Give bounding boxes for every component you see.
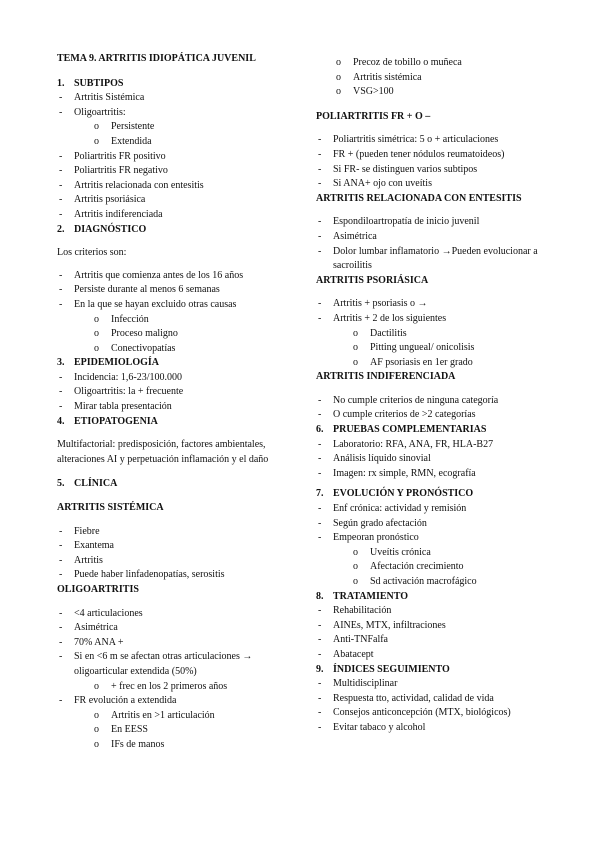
entesitis-list: [316, 215, 578, 273]
list-item: - AINEs, MTX, infiltraciones: [316, 619, 578, 634]
list-item: - Poliartritis FR negativo: [57, 164, 297, 179]
sub-list-item: o VSG>100: [316, 85, 578, 100]
list-item: - FR + (pueden tener nódulos reumatoideos): [316, 148, 578, 163]
list-item: - Si ANA+ ojo con uveítis: [316, 177, 578, 192]
artritis-sistemica-heading: ARTRITIS SISTÉMICA: [57, 502, 164, 514]
section-8-list: [316, 604, 578, 662]
list-item: - Puede haber linfadenopatías, serositis: [57, 568, 297, 583]
list-item: - Artritis + psoriasis o →: [316, 297, 578, 312]
artritis-sistemica-list: [57, 525, 297, 583]
list-item: - Si FR- se distinguen varios subtipos: [316, 163, 578, 178]
list-item: - Fiebre: [57, 525, 297, 540]
list-item: - Artritis + 2 de los siguientes o Dactilitis o Pitting ungueal/ onicolisis o AF psoriasis en 1er grado: [316, 312, 578, 370]
list-item: - Anti-TNFalfa: [316, 633, 578, 648]
entesitis-heading: ARTRITIS RELACIONADA CON ENTESITIS: [316, 192, 522, 204]
sub-list-item: o Pitting ungueal/ onicolisis: [333, 341, 578, 356]
indiferenciada-heading: ARTRITIS INDIFERENCIADA: [316, 371, 456, 383]
section-8-heading: 8. TRATAMIENTO: [316, 590, 409, 602]
section-2-intro: Los criterios son:: [57, 247, 127, 259]
sub-list-item: o Extendida: [74, 135, 297, 150]
list-item: - FR evolución a extendida o Artritis en >1 articulación o En EESS o IFs de manos: [57, 694, 297, 752]
list-item: - Dolor lumbar inflamatorio →Pueden evolucionar a sacroilitis: [316, 245, 578, 274]
section-1-heading: 1. SUBTIPOS: [57, 77, 124, 89]
list-item: - Exantema: [57, 539, 297, 554]
oligoartritis-continued-list: [316, 56, 578, 100]
poliartritis-heading: POLIARTRITIS FR + O –: [316, 110, 431, 122]
section-3-heading: 3. EPIDEMIOLOGÍA: [57, 357, 160, 369]
list-item: - Persiste durante al menos 6 semanas: [57, 283, 297, 298]
list-item: - Artritis que comienza antes de los 16 años: [57, 269, 297, 284]
sub-list-item: o Conectivopatías: [74, 342, 297, 357]
list-item: - Enf crónica: actividad y remisión: [316, 502, 578, 517]
sub-list-item: o Uveítis crónica: [333, 546, 578, 561]
poliartritis-list: [316, 133, 578, 191]
section-3-list: [57, 371, 297, 415]
list-item: - Oligoartritis: o Persistente o Extendida: [57, 106, 297, 150]
list-item: - Oligoartritis: la + frecuente: [57, 385, 297, 400]
section-6-list: [316, 438, 578, 482]
list-item: - Artritis indiferenciada: [57, 208, 297, 223]
sub-list-item: o Sd activación macrofágico: [333, 575, 578, 590]
section-9-list: [316, 677, 578, 735]
section-9-heading: 9. ÍNDICES SEGUIMIENTO: [316, 663, 450, 675]
section-4-heading: 4. ETIOPATOGENIA: [57, 415, 158, 427]
section-7-heading: 7. EVOLUCIÓN Y PRONÓSTICO: [316, 488, 474, 500]
sub-list-item: o Artritis sistémica: [316, 71, 578, 86]
document-title: TEMA 9. ARTRITIS IDIOPÁTICA JUVENIL: [57, 53, 256, 64]
list-item: - Incidencia: 1,6-23/100.000: [57, 371, 297, 386]
psoriasica-list: [316, 297, 578, 370]
list-item: - Artritis relacionada con entesitis: [57, 179, 297, 194]
list-item: - Según grado afectación: [316, 517, 578, 532]
list-item: - Multidisciplinar: [316, 677, 578, 692]
sub-list-item: o Proceso maligno: [74, 327, 297, 342]
section-5-heading: 5. CLÍNICA: [57, 478, 118, 490]
list-item: - Espondiloartropatía de inicio juvenil: [316, 215, 578, 230]
sub-list-item: o AF psoriasis en 1er grado: [333, 356, 578, 371]
list-item: - Análisis líquido sinovial: [316, 452, 578, 467]
sub-list-item: o En EESS: [74, 723, 297, 738]
list-item: - Si en <6 m se afectan otras articulaciones → oligoarticular extendida (50%) o + frec en los 2 primeros años: [57, 650, 297, 694]
right-column: [316, 56, 578, 736]
list-item: - Poliartritis FR positivo: [57, 150, 297, 165]
list-item: - Mirar tabla presentación: [57, 400, 297, 415]
sub-list-item: o + frec en los 2 primeros años: [74, 680, 297, 695]
list-item: - Asimétrica: [316, 230, 578, 245]
section-2-heading: 2. DIAGNÓSTICO: [57, 223, 147, 235]
list-item: - Asimétrica: [57, 621, 297, 636]
oligoartritis-heading: OLIGOARTRITIS: [57, 584, 139, 595]
oligoartritis-list: [57, 607, 297, 753]
section-2-list: [57, 269, 297, 357]
sub-list-item: o Precoz de tobillo o muñeca: [316, 56, 578, 71]
sub-list-item: o Dactilitis: [333, 327, 578, 342]
sub-list-item: o Afectación crecimiento: [333, 560, 578, 575]
list-item: - Laboratorio: RFA, ANA, FR, HLA-B27: [316, 438, 578, 453]
sub-list-item: o Persistente: [74, 120, 297, 135]
sub-list-item: o IFs de manos: [74, 738, 297, 753]
sub-list-item: o Artritis en >1 articulación: [74, 709, 297, 724]
list-item: - Artritis Sistémica: [57, 91, 297, 106]
list-item: - O cumple criterios de >2 categorías: [316, 408, 578, 423]
list-item: - Rehabilitación: [316, 604, 578, 619]
section-1-list: [57, 91, 297, 222]
list-item: - Artritis: [57, 554, 297, 569]
indiferenciada-list: [316, 394, 578, 423]
psoriasica-heading: ARTRITIS PSORIÁSICA: [316, 274, 429, 286]
section-4-paragraph: Multifactorial: predisposición, factores ambientales, alteraciones AI y perpetuación inflamación y el daño: [57, 439, 269, 465]
list-item: - Abatacept: [316, 648, 578, 663]
sub-list-item: o Infección: [74, 313, 297, 328]
list-item: - Artritis psoriásica: [57, 193, 297, 208]
list-item: - Imagen: rx simple, RMN, ecografía: [316, 467, 578, 482]
list-item: - Empeoran pronóstico o Uveítis crónica o Afectación crecimiento o Sd activación macrofágico: [316, 531, 578, 589]
list-item: - Consejos anticoncepción (MTX, biológicos): [316, 706, 578, 721]
list-item: - 70% ANA +: [57, 636, 297, 651]
list-item: - Poliartritis simétrica: 5 o + articulaciones: [316, 133, 578, 148]
list-item: - Evitar tabaco y alcohol: [316, 721, 578, 736]
list-item: - En la que se hayan excluido otras causas o Infección o Proceso maligno o Conectivopatías: [57, 298, 297, 356]
section-6-heading: 6. PRUEBAS COMPLEMENTARIAS: [316, 424, 487, 436]
list-item: - Respuesta tto, actividad, calidad de vida: [316, 692, 578, 707]
list-item: - No cumple criterios de ninguna categoría: [316, 394, 578, 409]
left-column: [57, 52, 297, 753]
section-7-list: [316, 502, 578, 590]
list-item: - <4 articulaciones: [57, 607, 297, 622]
